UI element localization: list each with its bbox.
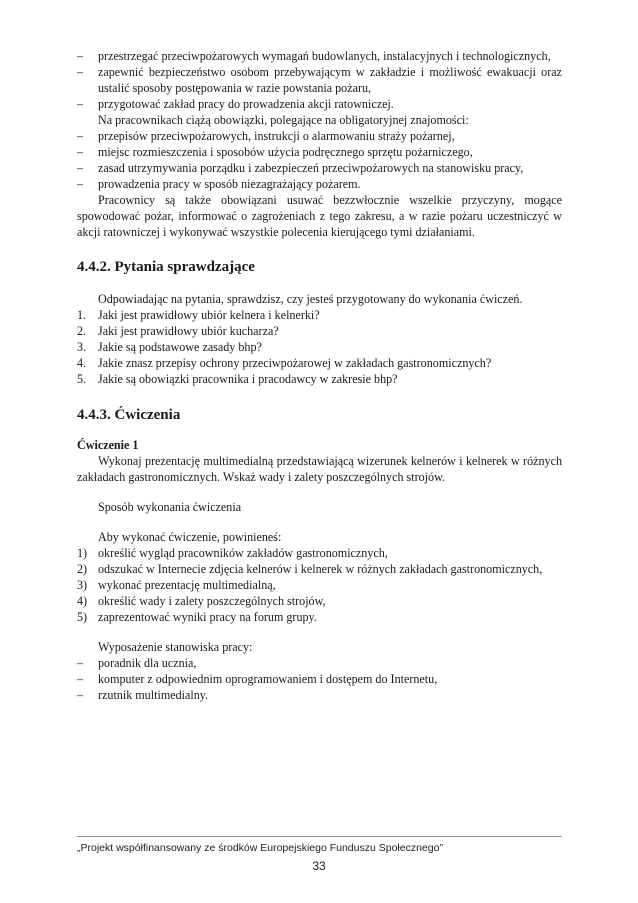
question-item: 2. Jaki jest prawidłowy ubiór kucharza? — [77, 324, 279, 338]
exercise-text: Wykonaj prezentację multimedialną przedstawiającą wizerunek kelnerów i kelnerek w różnych zakładach gastronomicznych. Wskaż wady i zalety poszczególnych strojów. — [77, 454, 562, 484]
questions-intro: Odpowiadając na pytania, sprawdzisz, czy jesteś przygotowany do wykonania ćwiczeń. — [98, 292, 523, 306]
list-item: – rzutnik multimedialny. — [77, 688, 209, 702]
dash-marker: – — [77, 161, 84, 175]
list-item: – prowadzenia pracy w sposób niezagrażający pożarem. — [77, 177, 361, 191]
step-item: 5) zaprezentować wyniki pracy na forum grupy. — [77, 610, 317, 624]
step-item: 4) określić wady i zalety poszczególnych strojów, — [77, 594, 326, 608]
dash-marker: – — [77, 688, 84, 702]
questions-list — [77, 307, 562, 387]
section-heading-questions: 4.4.2. Pytania sprawdzające — [77, 259, 255, 275]
section-heading-exercises: 4.4.3. Ćwiczenia — [77, 407, 181, 423]
page-content — [77, 48, 562, 703]
equipment-heading: Wyposażenie stanowiska pracy: — [98, 640, 253, 654]
exercise-title: Ćwiczenie 1 — [77, 438, 139, 452]
question-item: 4. Jakie znasz przepisy ochrony przeciwpożarowej w zakładach gastronomicznych? — [77, 356, 492, 370]
footer-divider — [77, 836, 562, 837]
step-item: 2) odszukać w Internecie zdjęcia kelnerów i kelnerek w różnych zakładach gastronomicznych, — [77, 562, 543, 576]
dash-marker: – — [77, 49, 84, 63]
list-item: – zapewnić bezpieczeństwo osobom przebywającym w zakładzie i możliwość ewakuacji oraz ustalić sposoby postępowania w razie powstania pożaru, — [77, 65, 562, 95]
workers-paragraph: Pracownicy są także obowiązani usuwać bezzwłocznie wszelkie przyczyny, mogące spowodować pożar, informować o zagrożeniach z tego zakresu, a w razie pożaru uczestniczyć w akcji ratowniczej i wykonywać wszystkie polecenia kierującego tymi działaniami. — [77, 193, 562, 239]
question-item: 5. Jakie są obowiązki pracownika i pracodawcy w zakresie bhp? — [77, 372, 398, 386]
footer-text: „Projekt współfinansowany ze środków Europejskiego Funduszu Społecznego” — [77, 842, 443, 854]
question-item: 1. Jaki jest prawidłowy ubiór kelnera i kelnerki? — [77, 308, 320, 322]
dash-marker: – — [77, 177, 84, 191]
question-item: 3. Jakie są podstawowe zasady bhp? — [77, 340, 262, 354]
top-dash-list — [77, 48, 562, 112]
equipment-list — [77, 655, 562, 703]
step-item: 3) wykonać prezentację multimedialną, — [77, 578, 276, 592]
list-item: – miejsc rozmieszczenia i sposobów użycia podręcznego sprzętu pożarniczego, — [77, 145, 473, 159]
steps-list — [77, 545, 562, 625]
steps-intro: Aby wykonać ćwiczenie, powinieneś: — [98, 530, 282, 544]
list-item: – zasad utrzymywania porządku i zabezpieczeń przeciwpożarowych na stanowisku pracy, — [77, 161, 524, 175]
list-item: – przepisów przeciwpożarowych, instrukcji o alarmowaniu straży pożarnej, — [77, 129, 455, 143]
list-item: – przygotować zakład pracy do prowadzenia akcji ratowniczej. — [77, 97, 394, 111]
step-item: 1) określić wygląd pracowników zakładów gastronomicznych, — [77, 546, 388, 560]
workers-intro: Na pracownikach ciążą obowiązki, polegające na obligatoryjnej znajomości: — [98, 113, 469, 127]
method-heading: Sposób wykonania ćwiczenia — [98, 500, 242, 514]
list-item: – poradnik dla ucznia, — [77, 656, 197, 670]
page-number: 33 — [312, 859, 326, 873]
workers-dash-list — [77, 128, 562, 192]
dash-marker: – — [77, 65, 84, 79]
list-item: – komputer z odpowiednim oprogramowaniem i dostępem do Internetu, — [77, 672, 438, 686]
dash-marker: – — [77, 656, 84, 670]
list-item: – przestrzegać przeciwpożarowych wymagań budowlanych, instalacyjnych i technologicznych, — [77, 49, 551, 63]
dash-marker: – — [77, 129, 84, 143]
dash-marker: – — [77, 672, 84, 686]
dash-marker: – — [77, 145, 84, 159]
dash-marker: – — [77, 97, 84, 111]
